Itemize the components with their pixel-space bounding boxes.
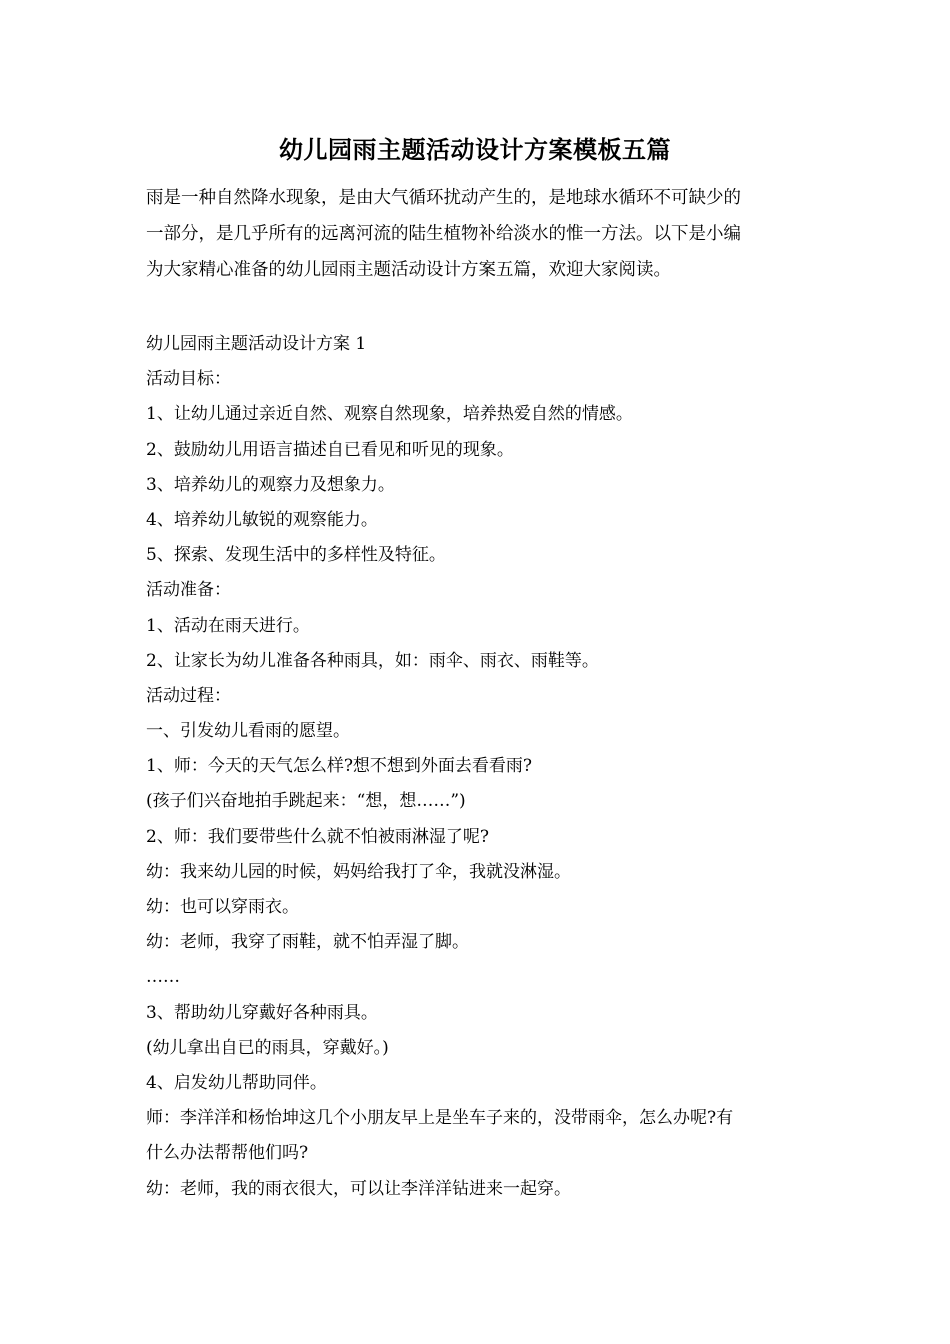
- body-line: 幼：老师，我的雨衣很大，可以让李洋洋钻进来一起穿。: [146, 1178, 571, 1199]
- body-line: 1、活动在雨天进行。: [146, 615, 310, 636]
- body-line: 3、培养幼儿的观察力及想象力。: [146, 474, 395, 495]
- body-line: 什么办法帮帮他们吗?: [146, 1143, 309, 1164]
- body-line: 师：李洋洋和杨怡坤这几个小朋友早上是坐车子来的，没带雨伞，怎么办呢?有: [146, 1108, 734, 1129]
- body-line: 2、师：我们要带些什么就不怕被雨淋湿了呢?: [146, 826, 489, 847]
- body-line: 一、引发幼儿看雨的愿望。: [146, 721, 350, 742]
- body-line: 2、让家长为幼儿准备各种雨具，如：雨伞、雨衣、雨鞋等。: [146, 650, 599, 671]
- body-line: 4、培养幼儿敏锐的观察能力。: [146, 509, 378, 530]
- subheading-preparation: 活动准备：: [146, 580, 231, 601]
- body-line: 1、让幼儿通过亲近自然、观察自然现象，培养热爱自然的情感。: [146, 404, 633, 425]
- section-heading: 幼儿园雨主题活动设计方案 1: [146, 334, 367, 354]
- subheading-process: 活动过程：: [146, 685, 231, 706]
- body-line: 幼：老师，我穿了雨鞋，就不怕弄湿了脚。: [146, 932, 469, 953]
- body-line: 幼：我来幼儿园的时候，妈妈给我打了伞，我就没淋湿。: [146, 861, 571, 882]
- intro-line: 一部分，是几乎所有的远离河流的陆生植物补给淡水的惟一方法。以下是小编: [146, 224, 741, 244]
- body-line: (幼儿拿出自已的雨具，穿戴好。): [146, 1037, 389, 1058]
- body-line: 2、鼓励幼儿用语言描述自已看见和听见的现象。: [146, 439, 514, 460]
- body-line: 幼：也可以穿雨衣。: [146, 897, 299, 917]
- intro-line: 雨是一种自然降水现象，是由大气循环扰动产生的，是地球水循环不可缺少的: [146, 188, 741, 208]
- document-body: [146, 327, 811, 1207]
- body-line: 3、帮助幼儿穿戴好各种雨具。: [146, 1002, 378, 1023]
- body-line: 5、探索、发现生活中的多样性及特征。: [146, 545, 446, 566]
- body-line: 4、启发幼儿帮助同伴。: [146, 1072, 327, 1093]
- intro-line: 为大家精心准备的幼儿园雨主题活动设计方案五篇，欢迎大家阅读。: [146, 260, 671, 280]
- body-line: ……: [146, 967, 180, 988]
- body-line: 1、师：今天的天气怎么样?想不想到外面去看看雨?: [146, 756, 533, 777]
- intro-paragraph: [146, 180, 808, 288]
- subheading-goals: 活动目标：: [146, 369, 231, 390]
- body-line: (孩子们兴奋地拍手跳起来：“想，想……”): [146, 791, 466, 812]
- document-title: 幼儿园雨主题活动设计方案模板五篇: [279, 135, 671, 164]
